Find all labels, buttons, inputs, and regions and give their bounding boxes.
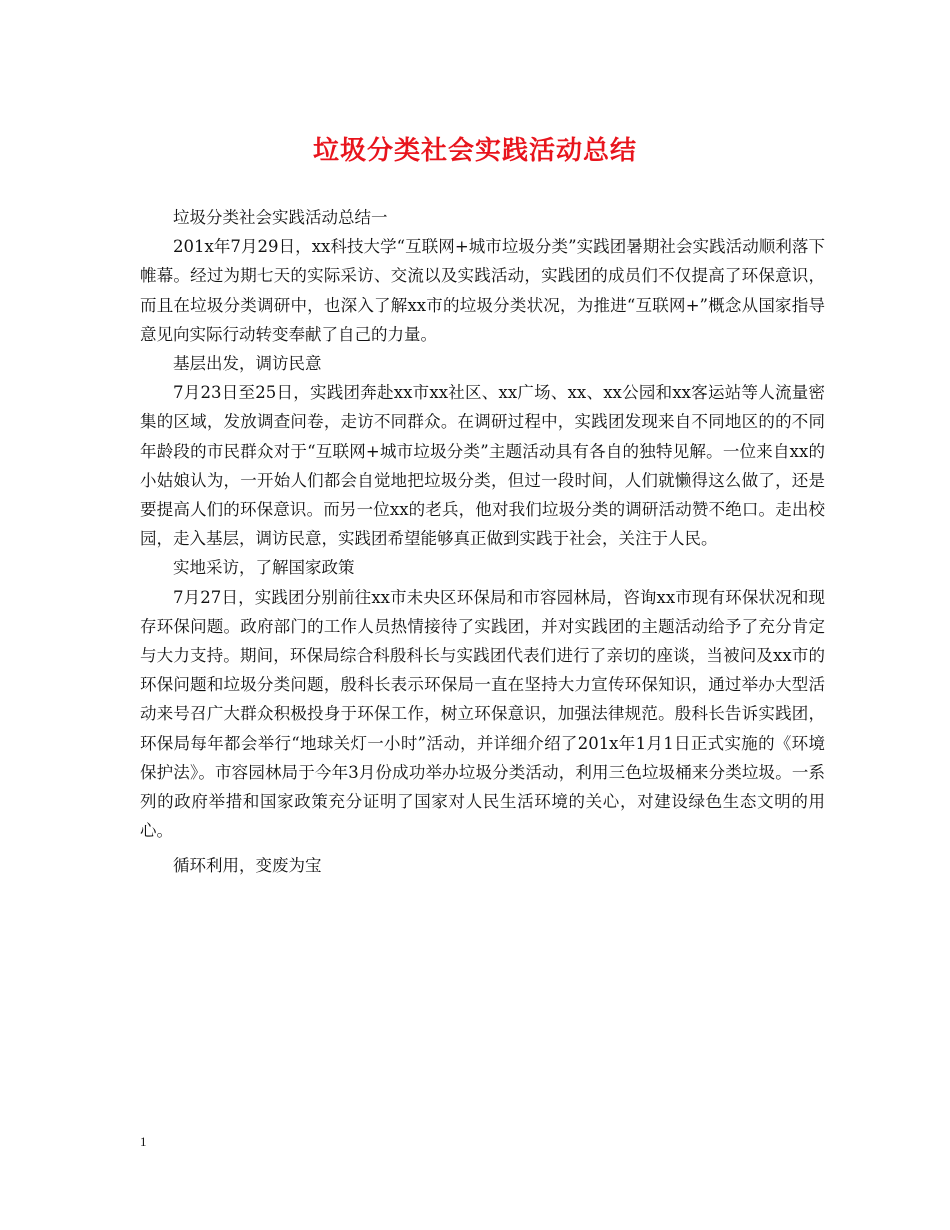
section-heading: 基层出发，调访民意 (173, 354, 322, 374)
section-heading: 实地采访，了解国家政策 (173, 558, 355, 578)
section-heading: 循环利用，变废为宝 (173, 856, 322, 876)
paragraph: 201x年7月29日，xx科技大学“互联网+城市垃圾分类”实践团暑期社会实践活动顺利落下帷幕。经过为期七天的实际采访、交流以及实践活动，实践团的成员们不仅提高了环保意识，而且在垃圾分类调研中，也深入了解xx市的垃圾分类状况，为推进“互联网+”概念从国家指导意见向实际行动转变奉献了自己的力量。 (140, 237, 825, 344)
page-number: 1 (140, 1134, 147, 1149)
paragraph: 7月27日，实践团分别前往xx市未央区环保局和市容园林局，咨询xx市现有环保状况和现存环保问题。政府部门的工作人员热情接待了实践团，并对实践团的主题活动给予了充分肯定与大力支持。期间，环保局综合科殷科长与实践团代表们进行了亲切的座谈，当被问及xx市的环保问题和垃圾分类问题，殷科长表示环保局一直在坚持大力宣传环保知识，通过举办大型活动来号召广大群众积极投身于环保工作，树立环保意识，加强法律规范。殷科长告诉实践团，环保局每年都会举行“地球关灯一小时”活动，并详细介绍了201x年1月1日正式实施的《环境保护法》。市容园林局于今年3月份成功举办垃圾分类活动，利用三色垃圾桶来分类垃圾。一系列的政府举措和国家政策充分证明了国家对人民生活环境的关心，对建设绿色生态文明的用心。 (140, 587, 825, 841)
document-body (140, 203, 825, 881)
section-heading: 垃圾分类社会实践活动总结一 (173, 208, 388, 227)
document-title: 垃圾分类社会实践活动总结 (312, 136, 637, 166)
paragraph: 7月23日至25日，实践团奔赴xx市xx社区、xx广场、xx、xx公园和xx客运站等人流量密集的区域，发放调查问卷，走访不同群众。在调研过程中，实践团发现来自不同地区的的不同年龄段的市民群众对于“互联网+城市垃圾分类”主题活动具有各自的独特见解。一位来自xx的小姑娘认为，一开始人们都会自觉地把垃圾分类，但过一段时间，人们就懒得这么做了，还是要提高人们的环保意识。而另一位xx的老兵，他对我们垃圾分类的调研活动赞不绝口。走出校园，走入基层，调访民意，实践团希望能够真正做到实践于社会，关注于人民。 (140, 383, 825, 549)
